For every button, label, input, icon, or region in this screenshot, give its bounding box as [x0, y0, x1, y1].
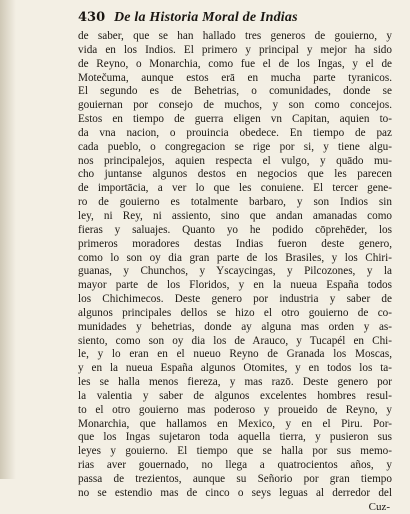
text-line: los Chichimecos. Deste genero por industria y saber de	[78, 293, 392, 306]
catchword: Cuz-	[368, 500, 390, 513]
text-line: no se estendio mas de cinco o seys leguas al derredor del	[78, 486, 392, 499]
text-line: cada pueblo, o congregacion se rige por si, y tiene algu-	[78, 140, 392, 153]
text-line: gouiernan por consejo de muchos, y son como concejos.	[78, 99, 392, 112]
text-line: la valentia y saber de algunos excelentes hombres resul-	[78, 389, 392, 402]
text-line: siento, como son oy dia los de Arauco, y Tucapél en Chi-	[78, 334, 392, 347]
text-line: leyes y gouierno. El tiempo que se halla por sus memo-	[78, 445, 392, 458]
text-line: de Reyno, o Monarchia, como fue el de los Ingas, y el de	[78, 57, 392, 70]
text-line: primeros moradores destas Indias fueron deste genero,	[78, 237, 392, 250]
text-line: El segundo es de Behetrias, o comunidades, donde se	[78, 85, 392, 98]
text-line: ley, ni Rey, ni assiento, sino que andan amanadas como	[78, 209, 392, 222]
text-line: les se halla menos fiereza, y mas razō. Deste genero por	[78, 376, 392, 389]
binding-shadow	[0, 0, 16, 479]
catchword-row	[78, 501, 392, 514]
text-line: Monarchia, que hallamos en Mexico, y en el Piru. Por-	[78, 417, 392, 430]
text-line: mayor parte de los Floridos, y en la nueua España todos	[78, 279, 392, 292]
text-line: cho juntanse algunos destos en negocios que les parecen	[78, 168, 392, 181]
text-line: munidades y behetrias, donde ay alguna mas orden y as-	[78, 320, 392, 333]
text-line: guanas, y Chunchos, y Yscaycingas, y Pilcozones, y la	[78, 265, 392, 278]
text-line: passa de trezientos, aunque su Señorio por gran tiempo	[78, 473, 392, 485]
text-line: de importācia, a ver lo que les conuiene. El tercer gene-	[78, 182, 392, 195]
text-line: rias aver gouernado, no llega a quatrocientos años, y	[78, 459, 392, 472]
text-line: Estos en tiempo de guerra eligen vn Capitan, aquien to-	[78, 113, 392, 126]
running-head: De la Historia Moral de Indias	[114, 10, 298, 25]
text-line: de saber, que se han hallado tres generos de gouierno, y	[78, 30, 392, 42]
text-line: vida en los Indios. El primero y principal y mejor ha sido	[78, 43, 392, 56]
text-line: algunos principales dellos se hizo el otro gouierno de co-	[78, 306, 392, 319]
text-line: y en la nueua España algunos Otomites, y en todos los ta-	[78, 362, 392, 375]
page-header	[78, 10, 392, 28]
text-line: da vna nacion, o prouincia obedece. En tiempo de paz	[78, 126, 392, 139]
body-text	[78, 30, 392, 501]
text-line: Motečuma, aunque estos erā en mucha parte tyranicos.	[78, 71, 392, 84]
text-line: fieras y saluajes. Quanto yo he podido cōprehēder, los	[78, 223, 392, 236]
page-number: 430	[78, 10, 106, 25]
text-line: ro de gouierno es totalmente barbaro, y son Indios sin	[78, 196, 392, 209]
text-line: nos principalejos, aquien respecta el vulgo, y quādo mu-	[78, 154, 392, 167]
text-line: le, y lo eran en el nueuo Reyno de Granada los Moscas,	[78, 348, 392, 361]
text-line: que los Ingas sujetaron toda aquella tierra, y pusieron sus	[78, 431, 392, 444]
text-line: como lo son oy dia gran parte de los Brasiles, y los Chiri-	[78, 251, 392, 264]
text-line: to el otro gouierno mas poderoso y proueido de Reyno, y	[78, 403, 392, 416]
